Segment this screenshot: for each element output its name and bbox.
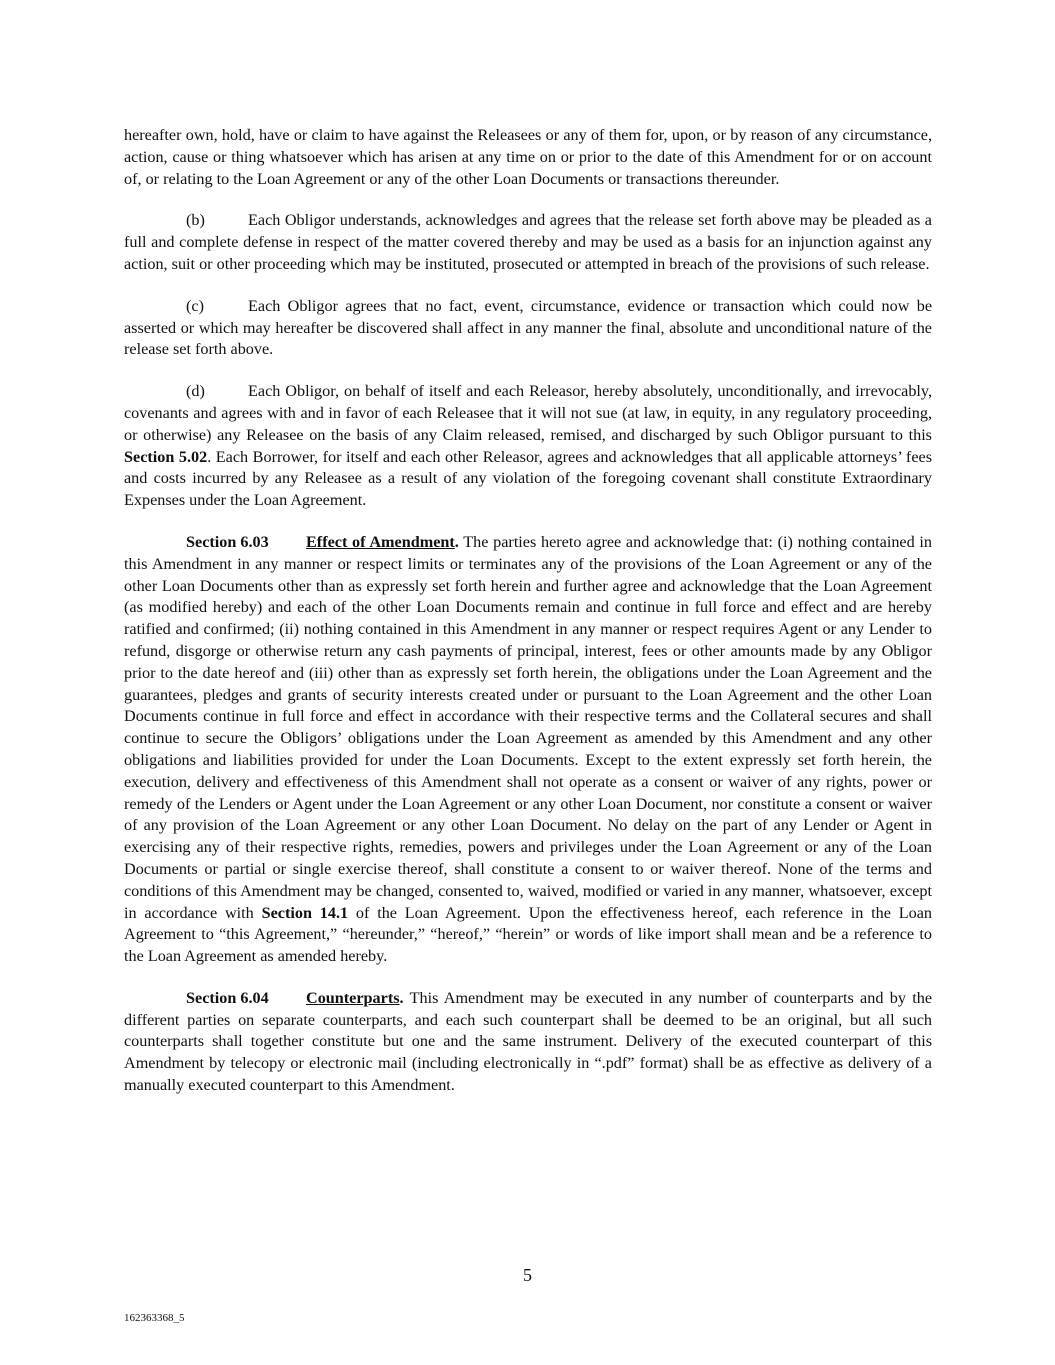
clause-c [124, 296, 932, 361]
section-6-03 [124, 532, 932, 968]
section-title: Counterparts [306, 988, 400, 1007]
section-number: Section 6.04 [186, 988, 269, 1007]
document-id: 162363368_5 [124, 1312, 185, 1324]
section-6-04 [124, 988, 932, 1097]
section-text-continued: of the Loan Agreement. Upon the effectiveness hereof, each reference in the Loan Agreement to “this Agreement,” “hereunder,” “hereof,” “herein” or words of like import shall mean and be a reference to the Loan Agreement as amended hereby. [124, 903, 932, 966]
section-title-period: . [454, 532, 459, 551]
section-title: Effect of Amendment [306, 532, 455, 551]
clause-text: Each Obligor agrees that no fact, event, circumstance, evidence or transaction which could now be asserted or which may hereafter be discovered shall affect in any manner the final, absolute and unconditional nature of the release set forth above. [124, 296, 932, 359]
clause-label: (c) [186, 296, 204, 315]
section-reference: Section 14.1 [261, 903, 349, 922]
section-text: The parties hereto agree and acknowledge that: (i) nothing contained in this Amendment in any manner or respect limits or terminates any of the provisions of the Loan Agreement or any of the other Loan Documents other than as expressly set forth herein and further agree and acknowledge that the Loan Agreement (as modified hereby) and each of the other Loan Documents remain and continue in full force and effect and are hereby ratified and confirmed; (ii) nothing contained in this Amendment in any manner or respect requires Agent or any Lender to refund, disgorge or otherwise return any cash payments of principal, interest, fees or other amounts made by any Obligor prior to the date hereof and (iii) other than as expressly set forth herein, the obligations under the Loan Agreement and the guarantees, pledges and grants of security interests created under or pursuant to the Loan Agreement and the other Loan Documents continue in full force and effect in accordance with their respective terms and the Collateral secures and shall continue to secure the Obligors’ obligations under the Loan Agreement as amended by this Amendment and any other obligations and liabilities provided for under the Loan Documents. Except to the extent expressly set forth herein, the execution, delivery and effectiveness of this Amendment shall not operate as a consent or waiver of any rights, power or remedy of the Lenders or Agent under the Loan Agreement or any other Loan Document, nor constitute a consent or waiver of any provision of the Loan Agreement or any other Loan Document. No delay on the part of any Lender or Agent in exercising any of their respective rights, remedies, powers and privileges under the Loan Agreement or any of the Loan Documents or partial or single exercise thereof, shall constitute a consent to or waiver thereof. None of the terms and conditions of this Amendment may be changed, consented to, waived, modified or varied in any manner, whatsoever, except in accordance with [124, 532, 932, 922]
clause-text: Each Obligor understands, acknowledges and agrees that the release set forth above may be pleaded as a full and complete defense in respect of the matter covered thereby and may be used as a basis for an injunction against any action, suit or other proceeding which may be instituted, prosecuted or attempted in breach of the provisions of such release. [124, 211, 932, 273]
document-body [124, 125, 932, 1117]
page-number: 5 [523, 1265, 532, 1285]
section-text: This Amendment may be executed in any number of counterparts and by the different parties on separate counterparts, and each such counterpart shall be deemed to be an original, but all such counterparts shall together constitute but one and the same instrument. Delivery of the executed counterpart of this Amendment by telecopy or electronic mail (including electronically in “.pdf” format) shall be as effective as delivery of a manually executed counterpart to this Amendment. [124, 988, 932, 1095]
clause-text-continued: . Each Borrower, for itself and each other Releasor, agrees and acknowledges that all applicable attorneys’ fees and costs incurred by any Releasee as a result of any violation of the foregoing covenant shall constitute Extraordinary Expenses under the Loan Agreement. [124, 447, 932, 510]
clause-b [124, 210, 932, 275]
clause-text: Each Obligor, on behalf of itself and each Releasor, hereby absolutely, unconditionally, and irrevocably, covenants and agrees with and in favor of each Releasee that it will not sue (at law, in equity, in any regulatory proceeding, or otherwise) any Releasee on the basis of any Claim released, remised, and discharged by such Obligor pursuant to this [124, 382, 932, 444]
clause-label: (d) [186, 382, 205, 401]
section-number: Section 6.03 [186, 532, 269, 551]
clause-d [124, 381, 932, 512]
continuation-paragraph: hereafter own, hold, have or claim to have against the Releasees or any of them for, upon, or by reason of any circumstance, action, cause or thing whatsoever which has arisen at any time on or prior to the date of this Amendment for or on account of, or relating to the Loan Agreement or any of the other Loan Documents or transactions thereunder. [124, 126, 932, 188]
clause-label: (b) [186, 211, 205, 230]
section-title-period: . [399, 988, 404, 1007]
section-reference: Section 5.02 [124, 447, 208, 466]
